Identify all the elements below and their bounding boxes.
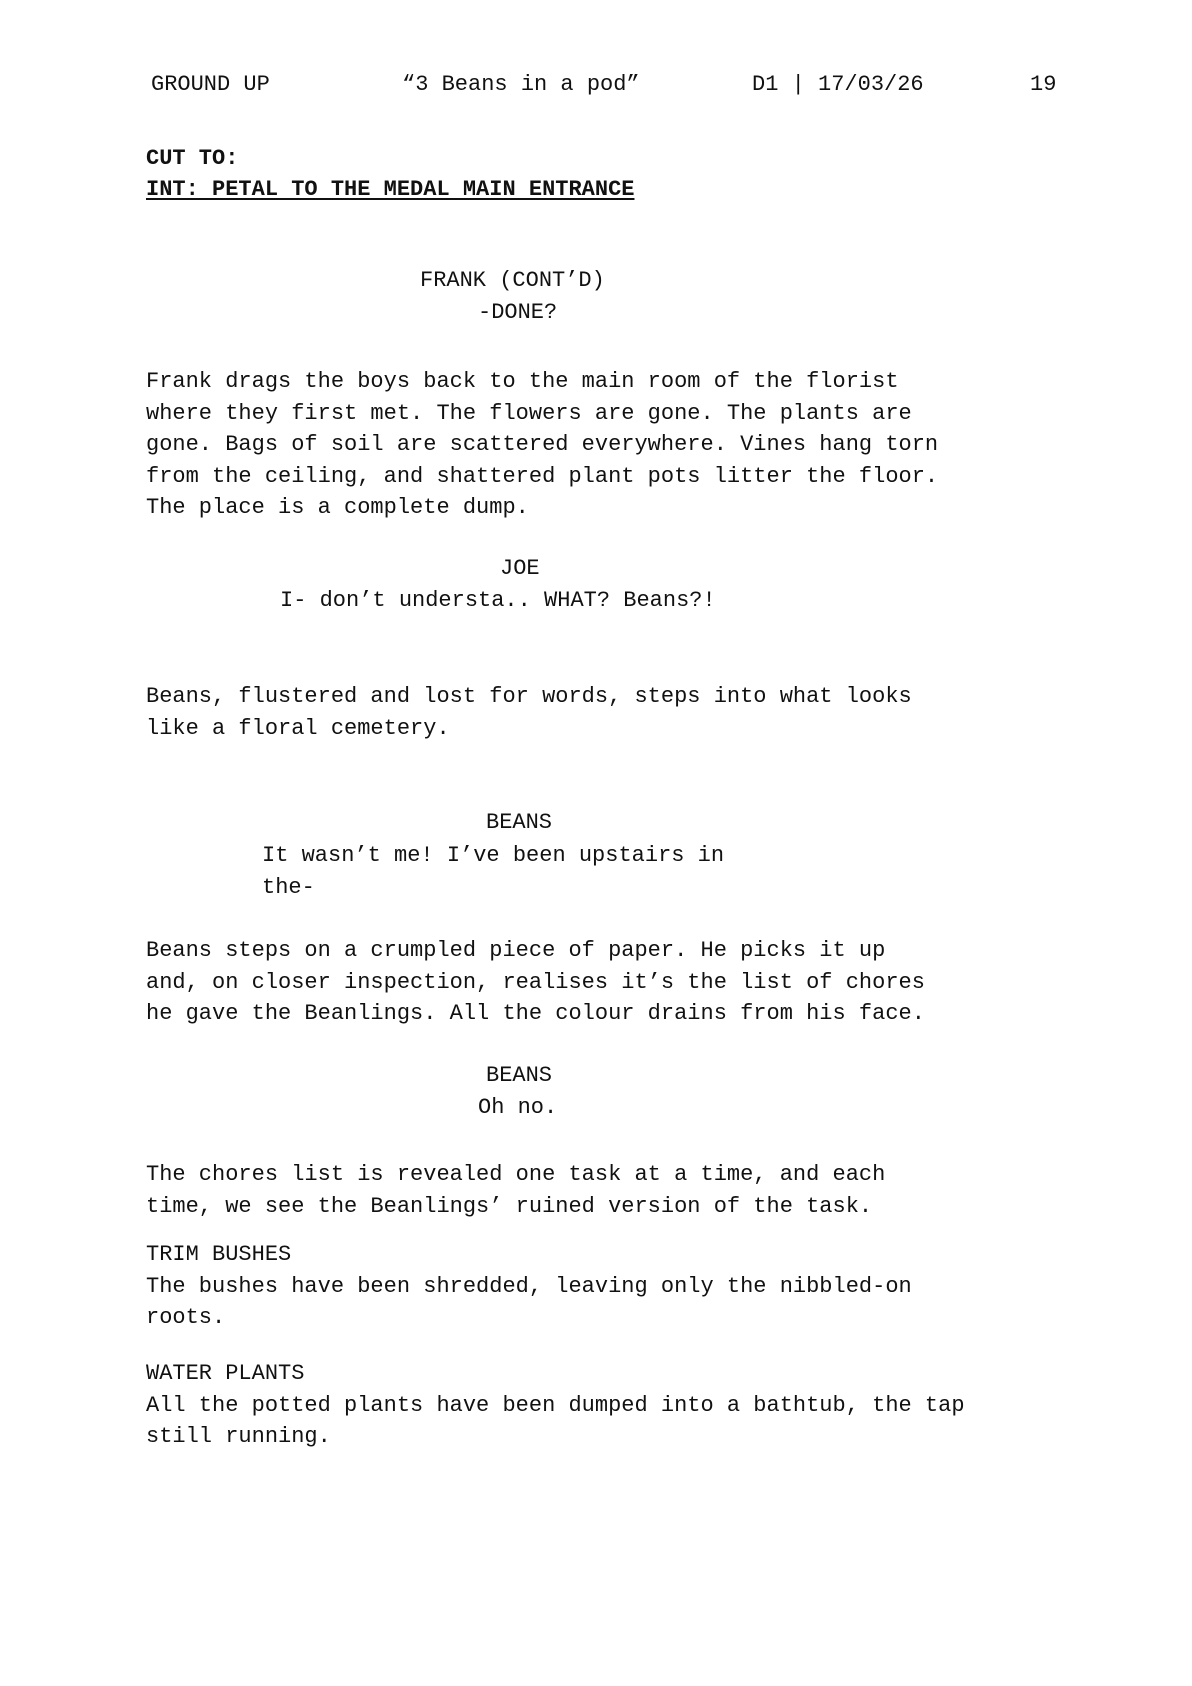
action-line: The place is a complete dump. [146,495,529,520]
dialogue-line-frank: -DONE? [478,300,558,325]
task-line: roots. [146,1305,226,1330]
task-heading: WATER PLANTS [146,1361,305,1386]
action-block-1 [146,366,938,524]
task-heading: TRIM BUSHES [146,1242,292,1267]
task-line: The bushes have been shredded, leaving only the nibbled-on [146,1273,912,1299]
action-block-3 [146,935,925,1030]
task-line: still running. [146,1424,331,1449]
dialogue-block-beans [262,840,724,903]
dialogue-line: the- [262,874,315,900]
dialogue-line: It wasn’t me! I’ve been upstairs in [262,843,725,868]
action-line: and, on closer inspection, realises it’s the list of chores [146,969,925,995]
action-block-4 [146,1159,885,1222]
action-line: The chores list is revealed one task at a time, and each [146,1162,886,1187]
action-block-2 [146,681,912,744]
header-page-number: 19 [1030,72,1057,97]
action-line: from the ceiling, and shattered plant pots litter the floor. [146,463,939,489]
task-block-water-plants [146,1358,965,1453]
character-name-frank: FRANK (CONT’D) [420,268,605,293]
action-line: time, we see the Beanlings’ ruined version of the task. [146,1193,873,1219]
task-line: All the potted plants have been dumped into a bathtub, the tap [146,1392,965,1418]
dialogue-line-beans: Oh no. [478,1095,558,1120]
character-name-joe: JOE [500,556,540,581]
slugline: INT: PETAL TO THE MEDAL MAIN ENTRANCE [146,177,635,202]
header-draft-date: D1 | 17/03/26 [752,72,924,97]
character-name-beans: BEANS [486,810,553,835]
action-line: Beans steps on a crumpled piece of paper. He picks it up [146,938,886,963]
action-line: where they first met. The flowers are gone. The plants are [146,400,912,426]
action-line: gone. Bags of soil are scattered everywhere. Vines hang torn [146,432,939,457]
dialogue-line-joe: I- don’t understa.. WHAT? Beans?! [280,588,716,613]
action-line: Beans, flustered and lost for words, steps into what looks [146,684,912,709]
action-line: Frank drags the boys back to the main room of the florist [146,369,899,394]
action-line: like a floral cemetery. [146,715,450,741]
transition: CUT TO: [146,146,239,171]
action-line: he gave the Beanlings. All the colour drains from his face. [146,1001,925,1026]
character-name-beans: BEANS [486,1063,553,1088]
header-show-title: GROUND UP [151,72,270,97]
header-episode-title: “3 Beans in a pod” [402,72,640,97]
task-block-trim-bushes [146,1239,912,1334]
